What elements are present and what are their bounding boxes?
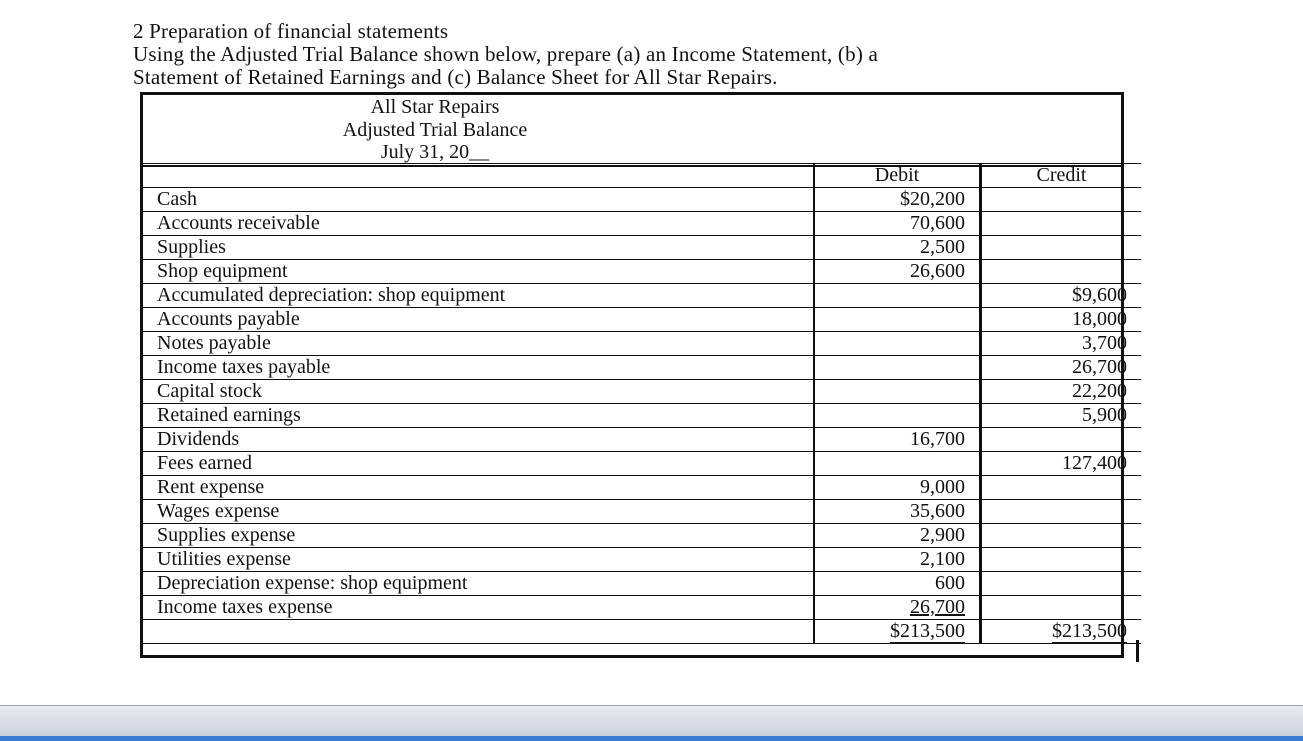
header-credit: Credit xyxy=(981,164,1142,188)
account-cell: Capital stock xyxy=(141,380,814,404)
company-name: All Star Repairs xyxy=(370,96,500,118)
statement-date: July 31, 20__ xyxy=(380,141,490,163)
account-cell: Accounts receivable xyxy=(141,212,814,236)
account-cell: Accumulated depreciation: shop equipment xyxy=(141,284,814,308)
trial-balance-table xyxy=(141,163,1141,644)
account-cell: Dividends xyxy=(141,428,814,452)
account-cell: Notes payable xyxy=(141,332,814,356)
table-row xyxy=(141,572,1141,596)
statement-title: Adjusted Trial Balance xyxy=(342,119,528,141)
heading-line-2: Using the Adjusted Trial Balance shown below, prepare (a) an Income Statement, (b) a xyxy=(133,42,878,66)
table-row xyxy=(141,404,1141,428)
table-row xyxy=(141,500,1141,524)
credit-cell xyxy=(981,548,1142,572)
credit-cell xyxy=(981,188,1142,212)
credit-cell xyxy=(981,500,1142,524)
account-cell: Supplies expense xyxy=(141,524,814,548)
debit-cell: 35,600 xyxy=(814,500,981,524)
heading-line-1: 2 Preparation of financial statements xyxy=(133,19,449,43)
credit-cell xyxy=(981,236,1142,260)
account-cell: Wages expense xyxy=(141,500,814,524)
taskbar-accent xyxy=(0,736,1303,741)
credit-cell: 127,400 xyxy=(981,452,1142,476)
account-cell: Accounts payable xyxy=(141,308,814,332)
debit-cell: 26,700 xyxy=(814,596,981,620)
table-row xyxy=(141,428,1141,452)
account-cell: Income taxes payable xyxy=(141,356,814,380)
table-row xyxy=(141,308,1141,332)
table-row xyxy=(141,212,1141,236)
account-cell: Income taxes expense xyxy=(141,596,814,620)
debit-cell: $20,200 xyxy=(814,188,981,212)
debit-cell: 2,900 xyxy=(814,524,981,548)
table-row xyxy=(141,188,1141,212)
debit-cell: 2,500 xyxy=(814,236,981,260)
table-row xyxy=(141,236,1141,260)
debit-cell xyxy=(814,452,981,476)
credit-cell xyxy=(981,572,1142,596)
table-row xyxy=(141,356,1141,380)
credit-cell xyxy=(981,260,1142,284)
totals-label-cell xyxy=(141,620,814,644)
credit-cell: $9,600 xyxy=(981,284,1142,308)
header-debit: Debit xyxy=(814,164,981,188)
taskbar xyxy=(0,705,1303,741)
account-cell: Depreciation expense: shop equipment xyxy=(141,572,814,596)
credit-cell xyxy=(981,524,1142,548)
credit-cell: 5,900 xyxy=(981,404,1142,428)
trial-balance-title-block xyxy=(143,95,1121,167)
credit-cell: 3,700 xyxy=(981,332,1142,356)
credit-cell xyxy=(981,596,1142,620)
account-cell: Retained earnings xyxy=(141,404,814,428)
debit-cell: 2,100 xyxy=(814,548,981,572)
credit-cell xyxy=(981,428,1142,452)
table-row xyxy=(141,596,1141,620)
debit-cell xyxy=(814,404,981,428)
table-row xyxy=(141,380,1141,404)
table-row xyxy=(141,332,1141,356)
account-cell: Shop equipment xyxy=(141,260,814,284)
total-debit: $213,500 xyxy=(814,620,981,644)
heading-line-3: Statement of Retained Earnings and (c) Balance Sheet for All Star Repairs. xyxy=(133,65,778,89)
debit-cell: 70,600 xyxy=(814,212,981,236)
account-cell: Utilities expense xyxy=(141,548,814,572)
debit-cell: 26,600 xyxy=(814,260,981,284)
account-cell: Cash xyxy=(141,188,814,212)
debit-cell xyxy=(814,308,981,332)
text-cursor xyxy=(1136,640,1139,662)
table-header-row xyxy=(141,164,1141,188)
debit-cell xyxy=(814,356,981,380)
table-row xyxy=(141,260,1141,284)
account-cell: Rent expense xyxy=(141,476,814,500)
account-cell: Fees earned xyxy=(141,452,814,476)
debit-cell xyxy=(814,380,981,404)
table-row xyxy=(141,524,1141,548)
credit-cell: 18,000 xyxy=(981,308,1142,332)
header-account-cell xyxy=(141,164,814,188)
debit-cell: 600 xyxy=(814,572,981,596)
credit-cell xyxy=(981,212,1142,236)
debit-cell xyxy=(814,284,981,308)
account-cell: Supplies xyxy=(141,236,814,260)
table-row xyxy=(141,284,1141,308)
credit-cell xyxy=(981,476,1142,500)
credit-cell: 26,700 xyxy=(981,356,1142,380)
credit-cell: 22,200 xyxy=(981,380,1142,404)
instructions xyxy=(133,20,1298,89)
debit-cell: 9,000 xyxy=(814,476,981,500)
totals-row xyxy=(141,620,1141,644)
total-credit: $213,500 xyxy=(981,620,1142,644)
debit-cell xyxy=(814,332,981,356)
debit-cell: 16,700 xyxy=(814,428,981,452)
table-row xyxy=(141,476,1141,500)
table-row xyxy=(141,452,1141,476)
table-row xyxy=(141,548,1141,572)
